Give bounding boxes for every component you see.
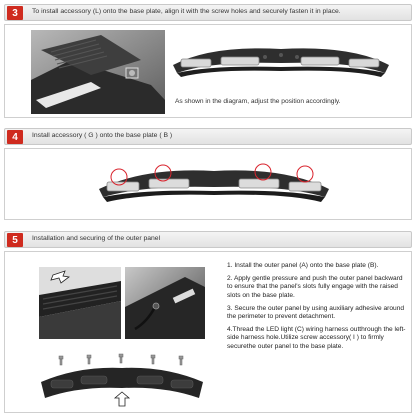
step-5-push-photo <box>39 267 121 339</box>
step-4-number: 4 <box>7 130 23 144</box>
instruction-3: 3. Secure the outer panel by using auxiliary adhesive around the perimeter to prevent detachment. <box>227 304 405 321</box>
step-4-title: Install accessory ( G ) onto the base plate ( B ) <box>32 132 173 139</box>
screw-icons <box>59 354 183 365</box>
step-3-title: To install accessory (L) onto the base plate, align it with the screw holes and securely fasten it in place. <box>32 8 341 15</box>
step-3-closeup-photo <box>31 30 165 114</box>
step-3-caption: As shown in the diagram, adjust the position accordingly. <box>175 98 341 105</box>
step-5-instructions <box>227 262 407 356</box>
step-5-header <box>4 231 412 248</box>
step-3-header <box>4 4 412 21</box>
step-3-base-plate-photo <box>171 39 391 87</box>
step-5-outer-panel-photo <box>39 352 205 410</box>
instruction-2: 2. Apply gentle pressure and push the outer panel backward to ensure that the panel's slots fully engage with the raised slots on the base plate. <box>227 275 403 299</box>
step-5-harness-photo <box>125 267 205 339</box>
instruction-1: 1. Install the outer panel (A) onto the base plate (B). <box>227 262 379 269</box>
step-4-panel <box>4 148 412 220</box>
step-5-number: 5 <box>7 233 23 247</box>
step-5-panel <box>4 251 412 413</box>
step-3-panel <box>4 24 412 118</box>
step-5-title: Installation and securing of the outer panel <box>32 235 161 242</box>
up-arrow-icon <box>115 392 129 406</box>
step-4-base-plate-photo <box>95 155 333 213</box>
step-3-number: 3 <box>7 6 23 20</box>
step-4-header <box>4 128 412 145</box>
instruction-4: 4.Thread the LED light (C) wiring harness outthrough the left-side harness hole.Utilize screw accessory( I ) to firmly securethe outer panel to the base plate. <box>227 326 406 350</box>
